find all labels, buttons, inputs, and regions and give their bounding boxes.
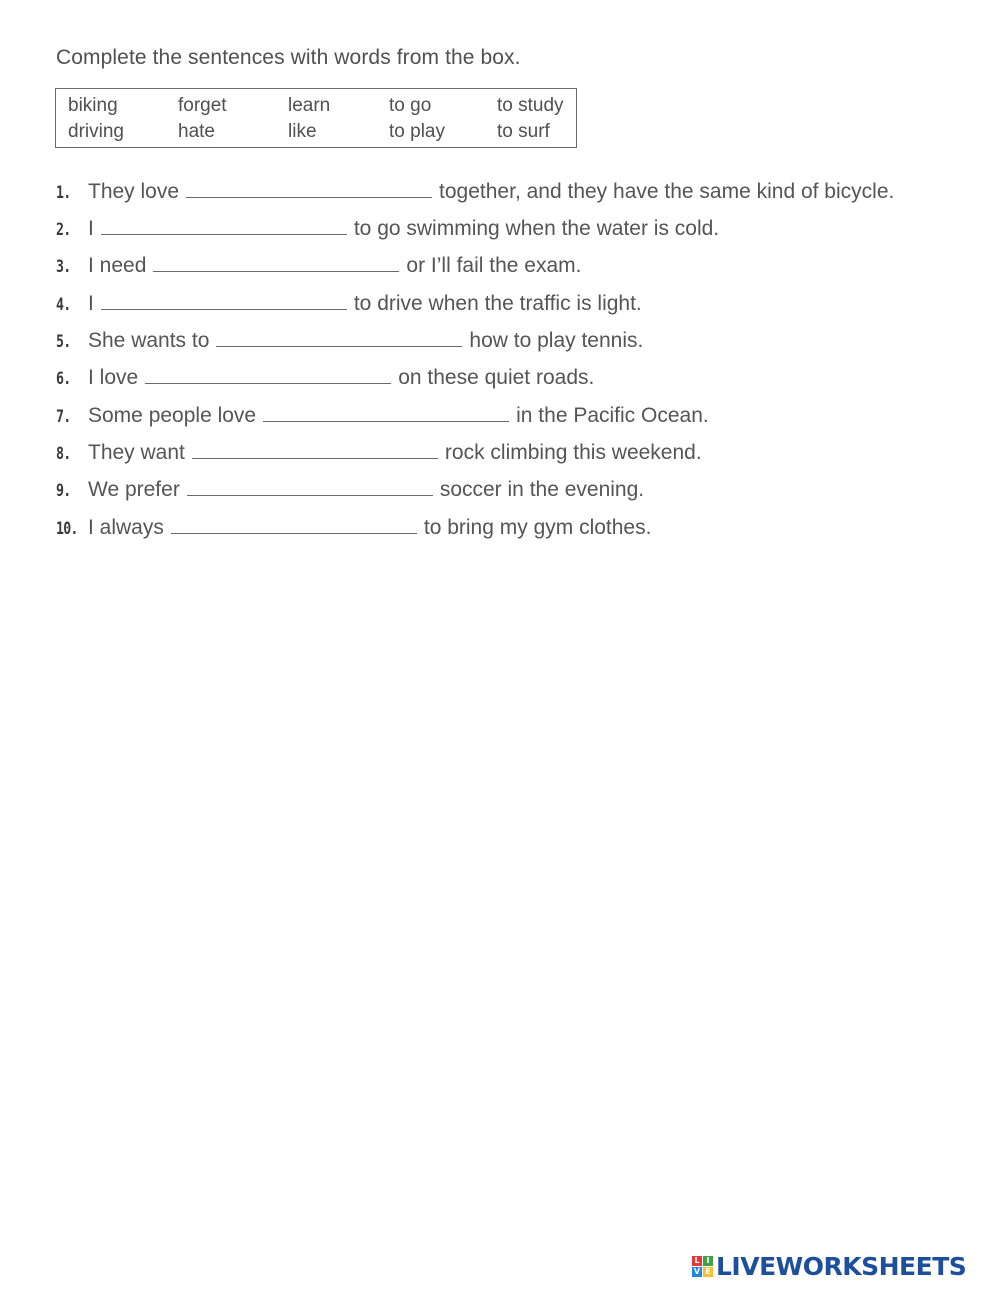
sentence-text-after: in the Pacific Ocean.: [516, 404, 709, 427]
answer-blank[interactable]: [192, 457, 438, 459]
sentence-6: [56, 366, 594, 396]
sentence-text-before: I need: [88, 254, 147, 277]
sentence-text-before: They want: [88, 441, 185, 464]
sentence-number: 10.: [56, 519, 78, 539]
sentence-4: [56, 292, 642, 322]
sentence-number: 1.: [56, 183, 71, 203]
sentence-number: 8.: [56, 444, 71, 464]
liveworksheets-logo-text: LIVEWORKSHEETS: [716, 1252, 967, 1281]
sentence-3: [56, 254, 581, 284]
sentence-text-before: I: [88, 217, 94, 240]
logo-mark-tile: I: [703, 1256, 713, 1266]
liveworksheets-logo: [692, 1252, 966, 1281]
sentence-number: 2.: [56, 220, 71, 240]
word-box-item: to study: [497, 95, 564, 116]
sentence-text-after: together, and they have the same kind of bicycle.: [439, 180, 895, 203]
sentence-text-before: I: [88, 292, 94, 315]
sentence-text-after: soccer in the evening.: [439, 478, 645, 501]
sentence-2: [56, 217, 719, 247]
sentence-text-before: They love: [88, 180, 180, 203]
sentence-text-after: on these quiet roads.: [398, 366, 595, 389]
answer-blank[interactable]: [101, 233, 347, 235]
word-box-item: to go: [389, 95, 432, 116]
word-box-item: forget: [178, 95, 227, 116]
answer-blank[interactable]: [216, 345, 462, 347]
sentence-5: [56, 329, 643, 359]
sentence-number: 4.: [56, 295, 71, 315]
liveworksheets-logo-icon: [692, 1256, 713, 1277]
sentence-text-after: to drive when the traffic is light.: [353, 292, 642, 315]
sentence-text-after: to bring my gym clothes.: [423, 516, 652, 539]
answer-blank[interactable]: [101, 308, 347, 310]
answer-blank[interactable]: [171, 532, 417, 534]
sentence-text-after: how to play tennis.: [469, 329, 644, 352]
instructions: Complete the sentences with words from the box.: [56, 46, 521, 69]
answer-blank[interactable]: [186, 196, 432, 198]
answer-blank[interactable]: [145, 382, 391, 384]
logo-mark-tile: L: [692, 1256, 702, 1266]
sentence-text-after: or I’ll fail the exam.: [406, 254, 582, 277]
sentence-9: [56, 478, 644, 508]
sentence-text-after: rock climbing this weekend.: [444, 441, 702, 464]
sentence-number: 9.: [56, 481, 71, 501]
sentence-text-before: Some people love: [88, 404, 257, 427]
word-box-item: driving: [68, 121, 124, 142]
answer-blank[interactable]: [263, 420, 509, 422]
sentence-text-after: to go swimming when the water is cold.: [353, 217, 720, 240]
sentence-1: [56, 180, 894, 210]
logo-mark-tile: E: [703, 1267, 713, 1277]
answer-blank[interactable]: [153, 270, 399, 272]
word-box: [55, 88, 577, 148]
word-box-item: learn: [288, 95, 331, 116]
answer-blank[interactable]: [187, 494, 433, 496]
sentence-text-before: I always: [88, 516, 164, 539]
sentence-number: 7.: [56, 407, 71, 427]
sentence-text-before: She wants to: [88, 329, 210, 352]
word-box-item: to surf: [497, 121, 550, 142]
sentence-7: [56, 404, 709, 434]
sentence-text-before: We prefer: [88, 478, 180, 501]
word-box-item: like: [288, 121, 317, 142]
word-box-item: hate: [178, 121, 215, 142]
sentence-10: [56, 516, 651, 546]
word-box-item: biking: [68, 95, 118, 116]
sentence-number: 6.: [56, 369, 71, 389]
word-box-item: to play: [389, 121, 445, 142]
sentence-text-before: I love: [88, 366, 139, 389]
sentence-8: [56, 441, 702, 471]
logo-mark-tile: V: [693, 1267, 701, 1276]
sentence-number: 3.: [56, 257, 71, 277]
sentence-number: 5.: [56, 332, 71, 352]
